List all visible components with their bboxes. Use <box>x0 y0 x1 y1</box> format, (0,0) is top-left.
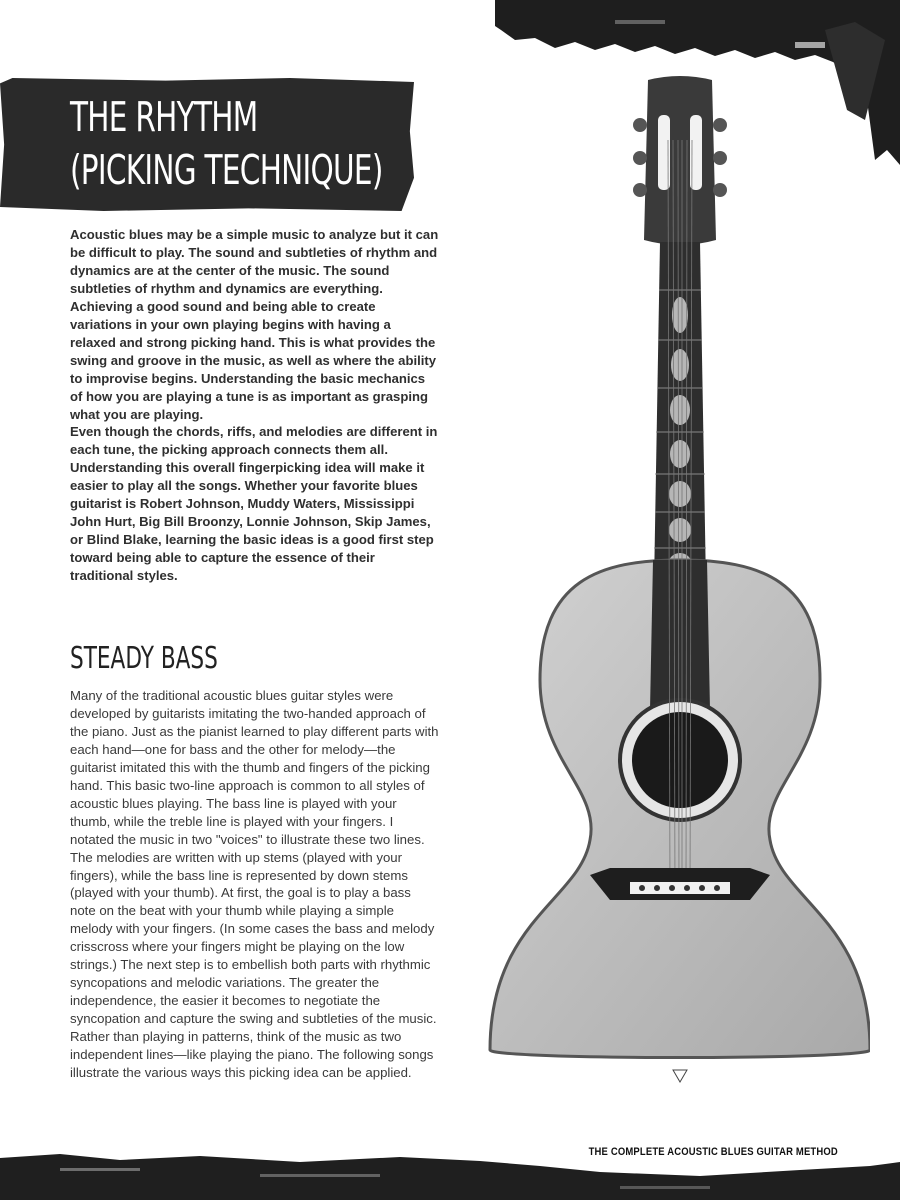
page-title-line-2: (PICKING TECHNIQUE) <box>70 146 383 194</box>
intro-paragraph-1: Acoustic blues may be a simple music to analyze but it can be difficult to play. The sound and subtleties of rhythm and dynamics are at the center of the music. The sound subtleties of rhythm and dynamics are everything. Achieving a good sound and being able to create variations in your own playing begins with having a relaxed and strong picking hand. This is what provides the swing and groove in the music, as well as where the ability to improvise begins. Understanding the basic mechanics of how you are playing a tune is as important as grasping what you are playing. <box>70 227 439 422</box>
section-body <box>70 687 440 1082</box>
page-title-line-1: THE RHYTHM <box>70 93 258 141</box>
intro-paragraph-2: Even though the chords, riffs, and melodies are different in each tune, the picking approach connects them all. Understanding this overall fingerpicking idea will make it easier to play all the songs. Whether your favorite blues guitarist is Robert Johnson, Muddy Waters, Mississippi John Hurt, Big Bill Broonzy, Lonnie Johnson, Skip James, or Blind Blake, learning the basic ideas is a good first step toward being able to capture the essence of their traditional styles. <box>70 424 438 584</box>
headstock <box>644 76 716 245</box>
section-paragraph: Many of the traditional acoustic blues guitar styles were developed by guitarists imitating the two-handed approach of the piano. Just as the pianist learned to play different parts with each hand—one for bass and the other for melody—the guitarist imitated this with the thumb and fingers of the picking hand. This basic two-line approach is common to all styles of acoustic blues playing. The bass line is played with your thumb, while the treble line is played with your fingers. I notated the music in two "voices" to illustrate these two lines. The melodies are written with up stems (played with your fingers), while the bass line is represented by down stems (played with your thumb). At first, the goal is to play a bass note on the beat with your thumb while playing a simple melody with your fingers. (In some cases the bass and melody crisscross where your fingers might be playing on the low strings.) The next step is to embellish both parts with rhythmic syncopations and melodic variations. The greater the independence, the easier it becomes to negotiate the syncopation and capture the swing and subtleties of the music. Rather than playing in patterns, think of the music as two independent lines—like playing the piano. The following songs illustrate the various ways this picking idea can be applied. <box>70 688 439 1081</box>
guitar-illustration <box>480 60 870 1100</box>
section-heading: STEADY BASS <box>70 641 218 676</box>
intro-text <box>70 226 440 585</box>
footer-book-title: THE COMPLETE ACOUSTIC BLUES GUITAR METHOD <box>588 1146 838 1158</box>
soundhole <box>632 712 728 808</box>
